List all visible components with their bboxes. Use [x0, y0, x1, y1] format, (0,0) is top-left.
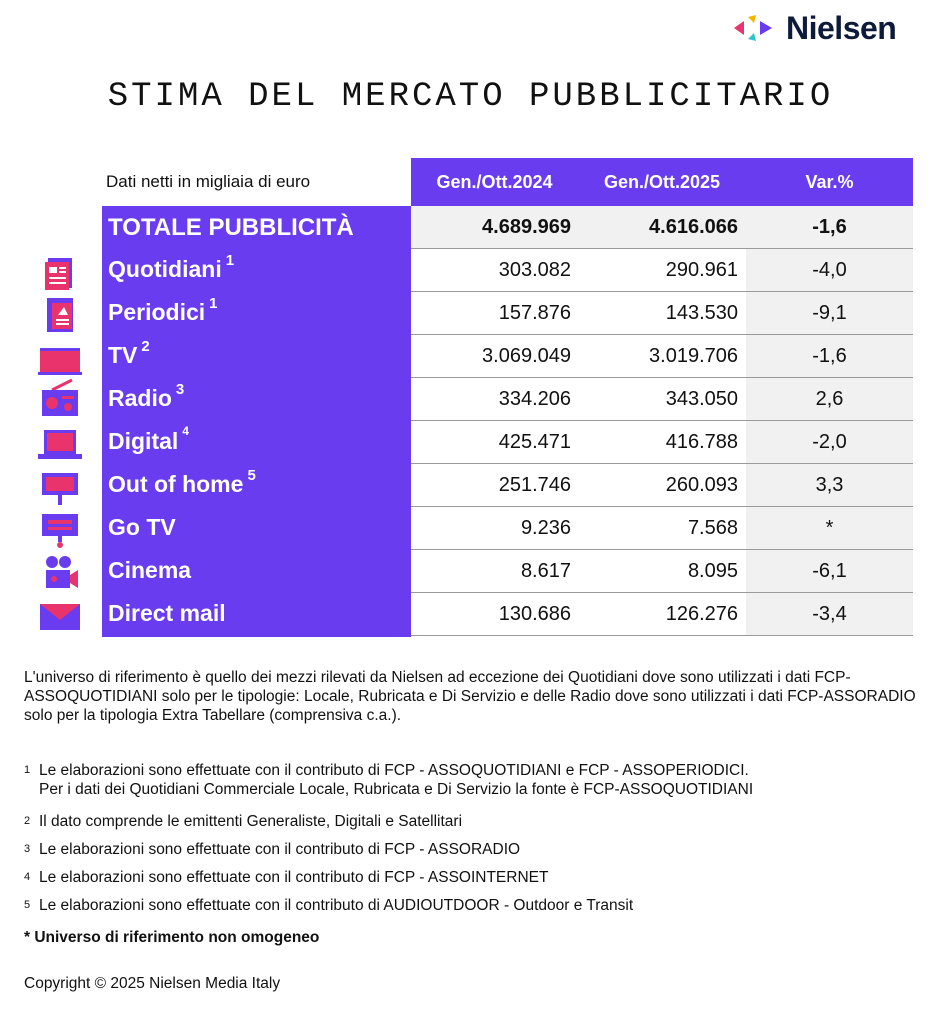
value-2024: 425.471 [498, 431, 571, 453]
value-var: -2,0 [746, 421, 913, 464]
envelope-icon [38, 596, 82, 636]
footnote-ref: 5 [247, 467, 256, 484]
table-row [102, 550, 913, 593]
value-2024: 9.236 [520, 517, 571, 539]
footnote-1 [24, 761, 753, 799]
value-var: -4,0 [746, 249, 913, 292]
footnote-4 [24, 868, 548, 887]
row-label-text: Cinema [108, 557, 192, 583]
value-2025: 290.961 [665, 259, 738, 281]
footnote-number: 2 [24, 815, 31, 827]
footnote-number: 4 [24, 871, 31, 883]
footnote-number: 1 [24, 764, 31, 776]
row-label-text: Out of home [108, 471, 244, 497]
value-2024: 8.617 [520, 560, 571, 582]
row-divider [411, 635, 913, 636]
value-2024: 251.746 [498, 474, 571, 496]
row-label [108, 252, 235, 283]
value-2024: 157.876 [498, 302, 571, 324]
value-2025: 343.050 [665, 388, 738, 410]
row-label [108, 381, 185, 412]
value-2024: 303.082 [498, 259, 571, 281]
row-label-text: Go TV [108, 514, 176, 540]
footnote-text: Le elaborazioni sono effettuate con il contributo di FCP - ASSOINTERNET [39, 869, 549, 886]
row-label [108, 424, 189, 455]
magazine-icon [38, 295, 82, 335]
footnote-ref: 3 [175, 381, 185, 398]
footnote-ref: 1 [225, 252, 235, 269]
row-label [108, 295, 218, 326]
row-label [108, 514, 176, 541]
footnote-text: Le elaborazioni sono effettuate con il contributo di FCP - ASSOQUOTIDIANI e FCP - ASSOPERIODICI. [39, 762, 749, 779]
value-2024: 4.689.969 [482, 216, 571, 238]
brand-name: Nielsen [786, 9, 897, 46]
table-row [102, 378, 913, 421]
row-label-text: Digital [108, 428, 179, 454]
footnote-3 [24, 840, 520, 859]
row-label [108, 600, 226, 627]
table-row [102, 593, 913, 636]
newspaper-icon [38, 252, 82, 292]
column-header-var: Var.% [805, 172, 854, 192]
table-row [102, 335, 913, 378]
value-2024: 334.206 [498, 388, 571, 410]
table-row-total [102, 206, 913, 249]
table-row [102, 507, 913, 550]
universe-note: L'universo di riferimento è quello dei mezzi rilevati da Nielsen ad eccezione dei Quotidiani dove sono utilizzati i dati FCP-ASSOQUOTIDIANI solo per le tipologie: Locale, Rubricata e Di Servizio e delle Radio dove sono utilizzati i dati FCP-ASSORADIO solo per la tipologia Extra Tabellare (comprensiva c.a.). [24, 669, 916, 724]
screen-stand-icon [38, 510, 82, 550]
value-2025: 8.095 [687, 560, 738, 582]
camera-icon [38, 553, 82, 593]
table-row [102, 464, 913, 507]
value-2024: 130.686 [498, 603, 571, 625]
table-row [102, 421, 913, 464]
row-label [108, 338, 150, 369]
value-2025: 143.530 [665, 302, 738, 324]
laptop-icon [38, 424, 82, 464]
footnote-text: Il dato comprende le emittenti Generaliste, Digitali e Satellitari [39, 813, 463, 830]
value-var: -3,4 [746, 593, 913, 636]
asterisk-note: * Universo di riferimento non omogeneo [24, 929, 320, 946]
footnote-ref: 1 [209, 295, 218, 312]
row-label [108, 557, 191, 584]
value-var: -1,6 [746, 206, 913, 249]
value-2025: 7.568 [687, 517, 738, 539]
value-var: * [746, 507, 913, 550]
footnote-text: Le elaborazioni sono effettuate con il contributo di AUDIOUTDOOR - Outdoor e Transit [39, 897, 634, 914]
footnote-text-continued: Per i dati dei Quotidiani Commerciale Locale, Rubricata e Di Servizio la fonte è FCP-ASSOQUOTIDIANI [39, 781, 754, 798]
row-label [108, 467, 256, 498]
footnote-5 [24, 896, 633, 915]
footnote-ref: 4 [182, 424, 189, 438]
footnote-number: 3 [24, 843, 31, 855]
nielsen-logo-icon [732, 13, 778, 43]
nielsen-logo [732, 8, 896, 48]
value-2025: 4.616.066 [649, 216, 738, 238]
row-label-text: TV [108, 342, 138, 368]
value-2025: 3.019.706 [649, 345, 738, 367]
footnote-ref: 2 [141, 338, 150, 355]
column-header-2024: Gen./Ott.2024 [436, 172, 553, 192]
value-var: -1,6 [746, 335, 913, 378]
row-label-text: Direct mail [108, 600, 226, 626]
value-var: -9,1 [746, 292, 913, 335]
row-label-text: Periodici [108, 299, 206, 325]
page-title: STIMA DEL MERCATO PUBBLICITARIO [107, 78, 834, 116]
footnote-2 [24, 812, 462, 831]
footnote-text: Le elaborazioni sono effettuate con il contributo di FCP - ASSORADIO [39, 841, 521, 858]
value-2025: 126.276 [665, 603, 738, 625]
footnote-number: 5 [24, 899, 31, 911]
value-2024: 3.069.049 [482, 345, 571, 367]
value-var: 2,6 [746, 378, 913, 421]
row-label-text: Radio [108, 385, 172, 411]
table-row [102, 292, 913, 335]
column-header-2025: Gen./Ott.2025 [603, 172, 721, 192]
billboard-icon [38, 467, 82, 507]
tv-icon [38, 338, 82, 378]
value-2025: 260.093 [665, 474, 738, 496]
row-label-text: Quotidiani [108, 256, 222, 282]
value-2025: 416.788 [665, 431, 738, 453]
table-row [102, 249, 913, 292]
radio-icon [38, 378, 82, 418]
value-var: 3,3 [746, 464, 913, 507]
value-var: -6,1 [746, 550, 913, 593]
row-label: TOTALE PUBBLICITÀ [108, 214, 354, 241]
table-caption: Dati netti in migliaia di euro [106, 172, 311, 191]
copyright: Copyright © 2025 Nielsen Media Italy [24, 975, 281, 992]
